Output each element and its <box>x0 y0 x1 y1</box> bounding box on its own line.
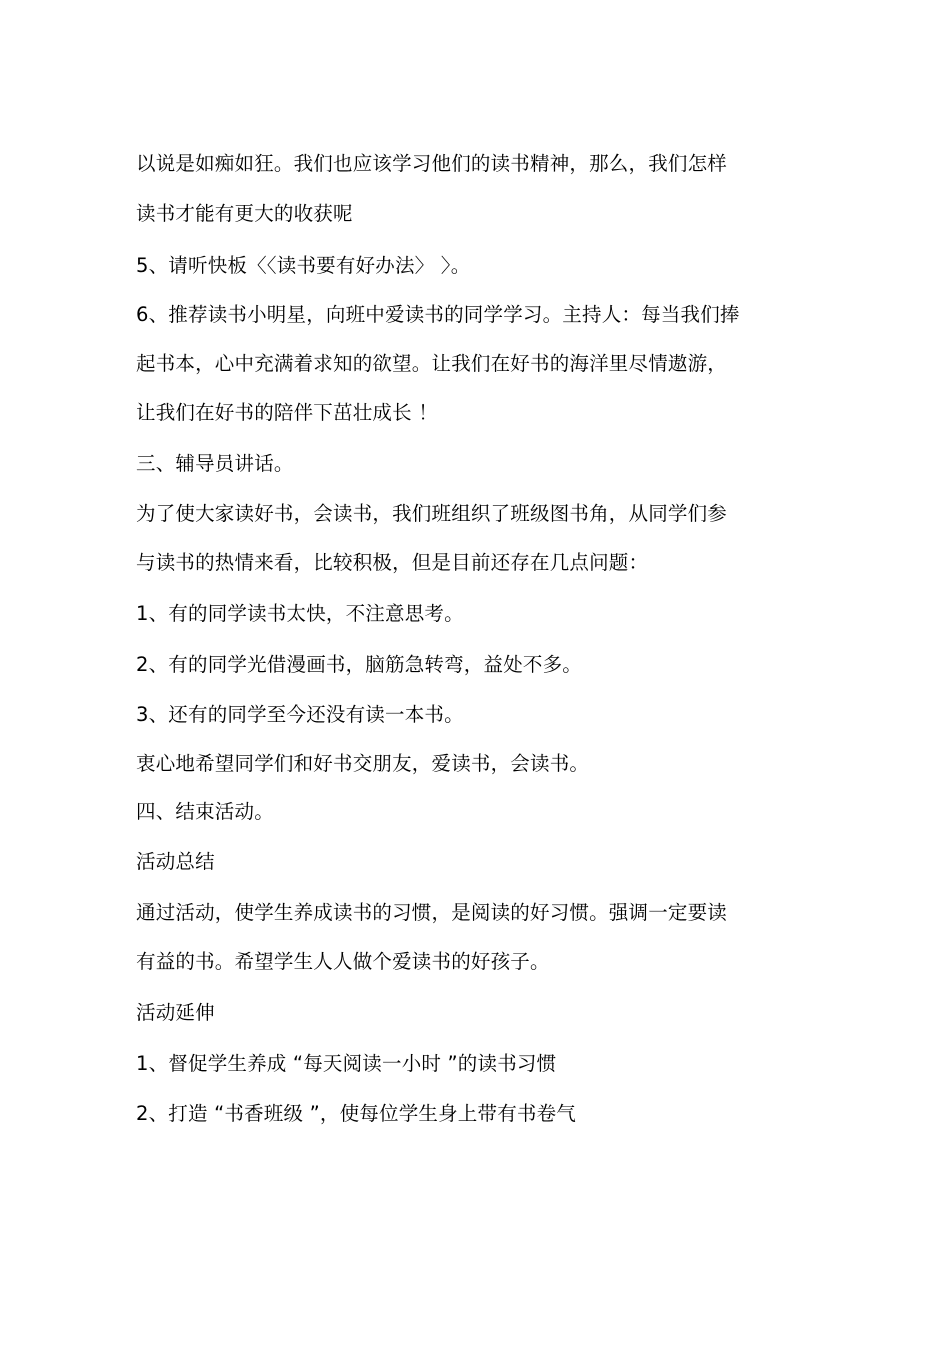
list-item: 3、还有的同学至今还没有读一本书。 <box>136 703 464 726</box>
text-line: 5、请听快板〈〈读书要有好办法〉 〉。 <box>136 254 471 277</box>
section-heading: 四、结束活动。 <box>136 800 274 823</box>
text-line: 为了使大家读好书，会读书，我们班组织了班级图书角，从同学们参 <box>136 502 728 525</box>
section-heading: 活动延伸 <box>136 1001 215 1024</box>
text-line: 通过活动，使学生养成读书的习惯，是阅读的好习惯。强调一定要读 <box>136 901 728 924</box>
list-item: 2、有的同学光借漫画书，脑筋急转弯，益处不多。 <box>136 653 583 676</box>
section-heading: 三、辅导员讲话。 <box>136 452 294 475</box>
list-item: 2、打造 “书香班级 ”，使每位学生身上带有书卷气 <box>136 1102 577 1125</box>
text-line: 以说是如痴如狂。我们也应该学习他们的读书精神，那么，我们怎样 <box>136 152 728 175</box>
text-line: 衷心地希望同学们和好书交朋友，爱读书，会读书。 <box>136 752 590 775</box>
section-heading: 活动总结 <box>136 850 215 873</box>
text-line: 与读书的热情来看，比较积极，但是目前还存在几点问题： <box>136 551 649 574</box>
list-item: 1、有的同学读书太快，不注意思考。 <box>136 602 464 625</box>
list-item: 1、督促学生养成 “每天阅读一小时 ”的读书习惯 <box>136 1052 557 1075</box>
text-line: 6、推荐读书小明星，向班中爱读书的同学学习。主持人：每当我们捧 <box>136 303 740 326</box>
text-line: 有益的书。希望学生人人做个爱读书的好孩子。 <box>136 950 550 973</box>
text-line: 读书才能有更大的收获呢 <box>136 202 353 225</box>
text-line: 起书本，心中充满着求知的欲望。让我们在好书的海洋里尽情遨游， <box>136 352 728 375</box>
text-line: 让我们在好书的陪伴下茁壮成长 ！ <box>136 401 438 424</box>
